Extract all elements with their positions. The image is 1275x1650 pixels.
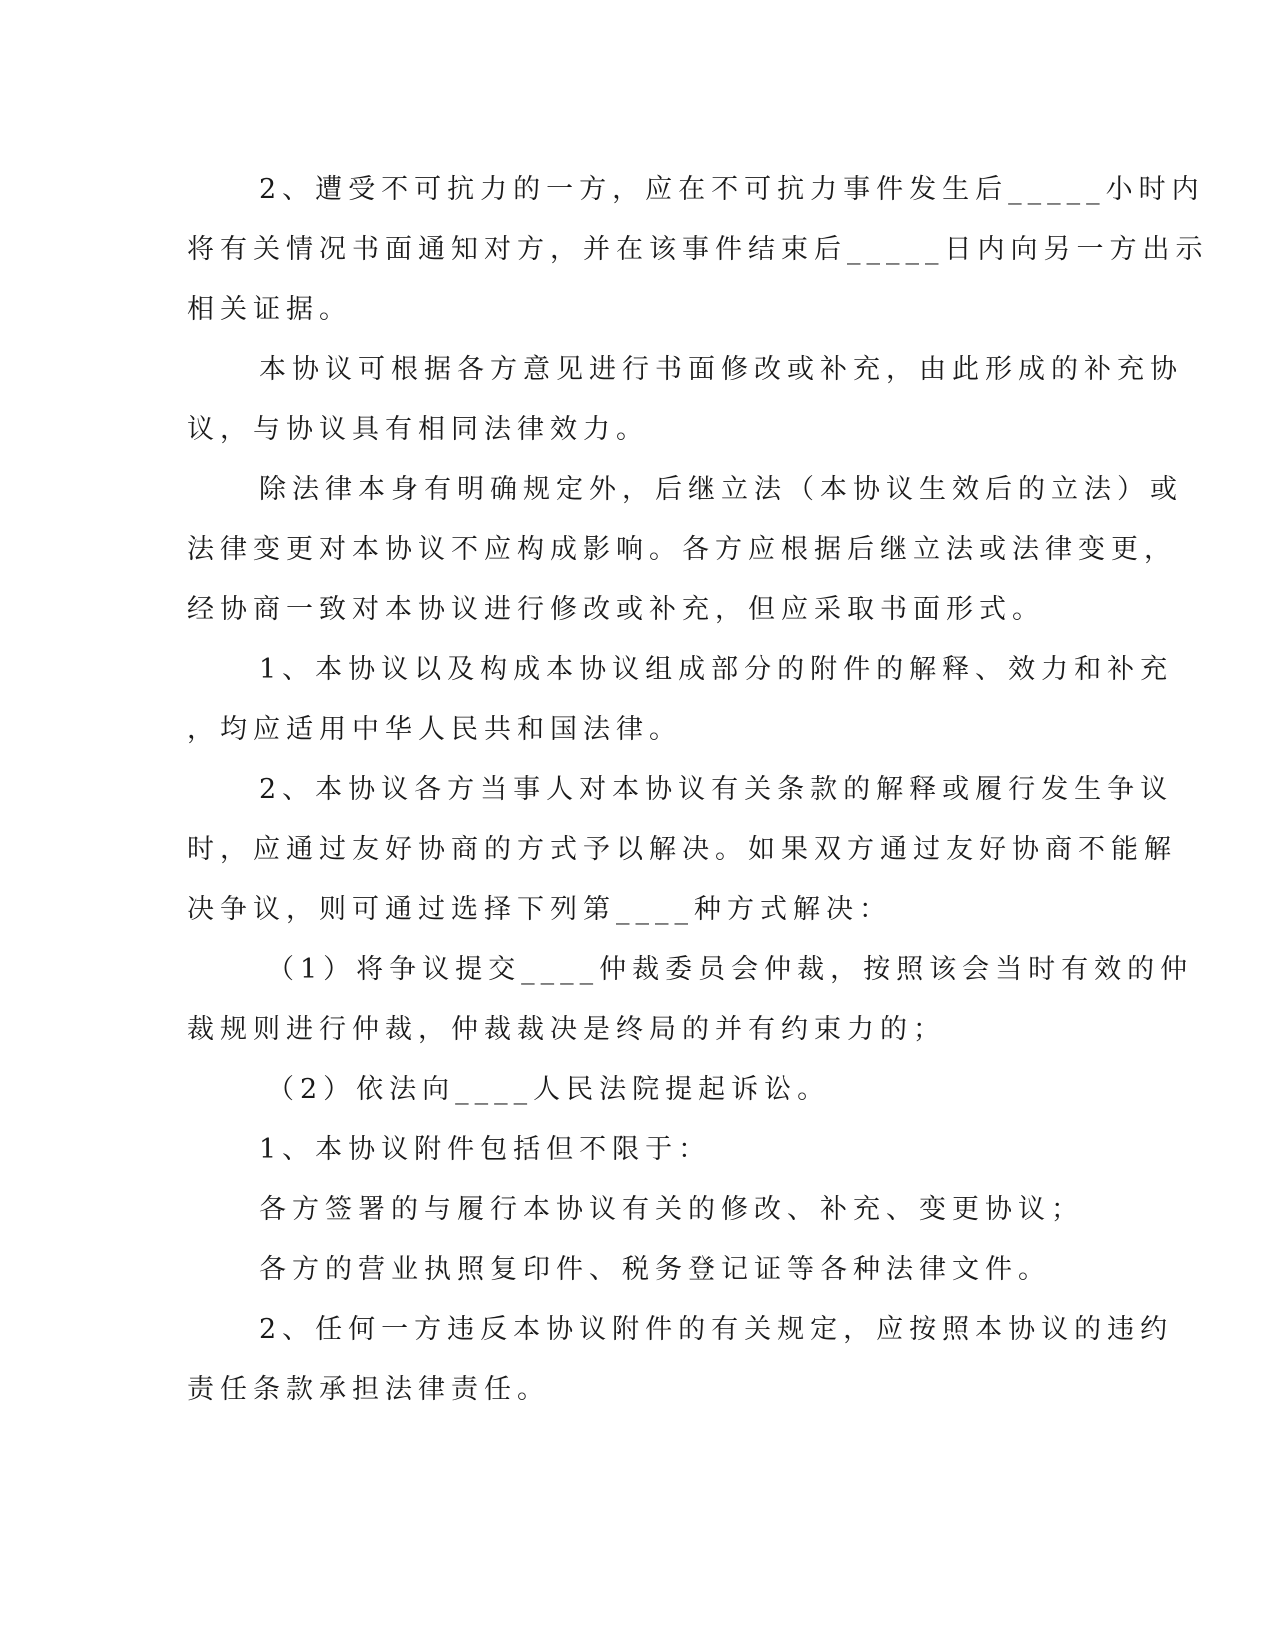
text-line: 本协议可根据各方意见进行书面修改或补充，由此形成的补充协 bbox=[259, 354, 1183, 385]
text-line: 议，与协议具有相同法律效力。 bbox=[187, 414, 649, 445]
text-line: ，均应适用中华人民共和国法律。 bbox=[187, 714, 682, 745]
text-line: （1）将争议提交____仲裁委员会仲裁，按照该会当时有效的仲 bbox=[267, 954, 1194, 985]
text-line: （2）依法向____人民法院提起诉讼。 bbox=[267, 1074, 831, 1105]
text-line: 时，应通过友好协商的方式予以解决。如果双方通过友好协商不能解 bbox=[187, 834, 1177, 865]
text-line: 法律变更对本协议不应构成影响。各方应根据后继立法或法律变更， bbox=[187, 534, 1177, 565]
text-line: 除法律本身有明确规定外，后继立法（本协议生效后的立法）或 bbox=[259, 474, 1183, 505]
text-line: 决争议，则可通过选择下列第____种方式解决： bbox=[187, 894, 892, 925]
text-line: 各方的营业执照复印件、税务登记证等各种法律文件。 bbox=[259, 1254, 1051, 1285]
text-line: 将有关情况书面通知对方，并在该事件结束后_____日内向另一方出示 bbox=[187, 234, 1209, 265]
text-line: 责任条款承担法律责任。 bbox=[187, 1374, 550, 1405]
text-line: 1、本协议附件包括但不限于： bbox=[259, 1134, 712, 1165]
text-line: 2、遭受不可抗力的一方，应在不可抗力事件发生后_____小时内 bbox=[259, 174, 1205, 205]
text-line: 1、本协议以及构成本协议组成部分的附件的解释、效力和补充 bbox=[259, 654, 1174, 685]
text-line: 相关证据。 bbox=[187, 294, 352, 325]
text-line: 裁规则进行仲裁，仲裁裁决是终局的并有约束力的； bbox=[187, 1014, 946, 1045]
text-line: 2、任何一方违反本协议附件的有关规定，应按照本协议的违约 bbox=[259, 1314, 1174, 1345]
document-body bbox=[187, 160, 1209, 1420]
text-line: 2、本协议各方当事人对本协议有关条款的解释或履行发生争议 bbox=[259, 774, 1174, 805]
text-line: 经协商一致对本协议进行修改或补充，但应采取书面形式。 bbox=[187, 594, 1045, 625]
text-line: 各方签署的与履行本协议有关的修改、补充、变更协议； bbox=[259, 1194, 1084, 1225]
